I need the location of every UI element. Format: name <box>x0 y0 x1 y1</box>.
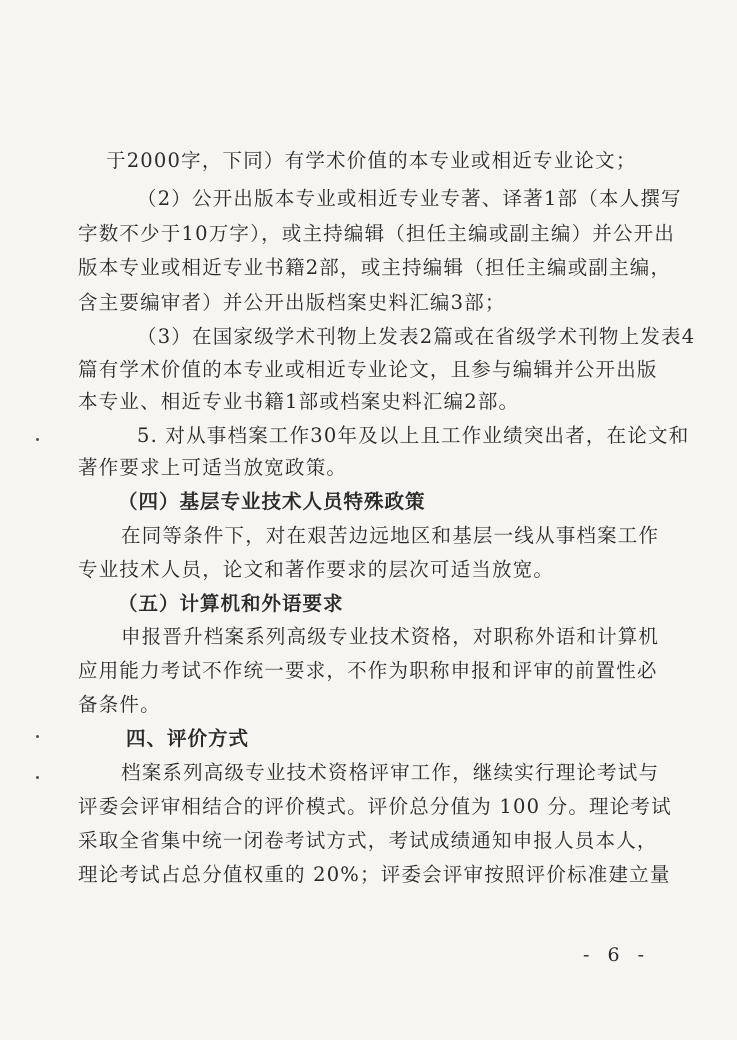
text-line: 本专业、相近专业书籍1部或档案史料汇编2部。 <box>78 390 520 413</box>
text-line: 申报晋升档案系列高级专业技术资格，对职称外语和计算机 <box>121 625 660 648</box>
text-line: 字数不少于10万字），或主持编辑（担任主编或副主编）并公开出 <box>78 222 676 245</box>
text-line: 采取全省集中统一闭卷考试方式，考试成绩通知申报人员本人， <box>78 829 658 852</box>
text-line: 篇有学术价值的本专业或相近专业论文，且参与编辑并公开出版 <box>78 358 658 381</box>
text-line: （2）公开出版本专业或相近专业专著、译著1部（本人撰写 <box>137 187 682 210</box>
text-line: 理论考试占总分值权重的 20%；评委会评审按照评价标准建立量 <box>78 863 671 886</box>
section-heading: 四、评价方式 <box>126 727 250 750</box>
text-line: 备条件。 <box>78 693 161 716</box>
text-line: 应用能力考试不作统一要求，不作为职称申报和评审的前置性必 <box>78 659 658 682</box>
text-line: 含主要编审者）并公开出版档案史料汇编3部； <box>78 291 506 314</box>
section-heading: （四）基层专业技术人员特殊政策 <box>118 490 426 513</box>
text-line: 评委会评审相结合的评价模式。评价总分值为 100 分。理论考试 <box>78 795 672 818</box>
text-line: 专业技术人员，论文和著作要求的层次可适当放宽。 <box>78 558 555 581</box>
scan-speck <box>36 438 39 441</box>
text-line: 版本专业或相近专业书籍2部，或主持编辑（担任主编或副主编， <box>78 256 672 279</box>
scan-speck <box>36 776 39 779</box>
text-line: 在同等条件下，对在艰苦边远地区和基层一线从事档案工作 <box>121 524 660 547</box>
scan-speck <box>36 735 39 738</box>
section-heading: （五）计算机和外语要求 <box>118 592 344 615</box>
text-line: 档案系列高级专业技术资格评审工作，继续实行理论考试与 <box>121 761 660 784</box>
text-line: 5. 对从事档案工作30年及以上且工作业绩突出者，在论文和 <box>137 424 690 447</box>
text-line: 于2000字，下同）有学术价值的本专业或相近专业论文； <box>106 149 637 172</box>
text-line: 著作要求上可适当放宽政策。 <box>78 456 348 479</box>
text-line: （3）在国家级学术刊物上发表2篇或在省级学术刊物上发表4 <box>137 325 696 348</box>
page-number: - 6 - <box>583 944 651 966</box>
